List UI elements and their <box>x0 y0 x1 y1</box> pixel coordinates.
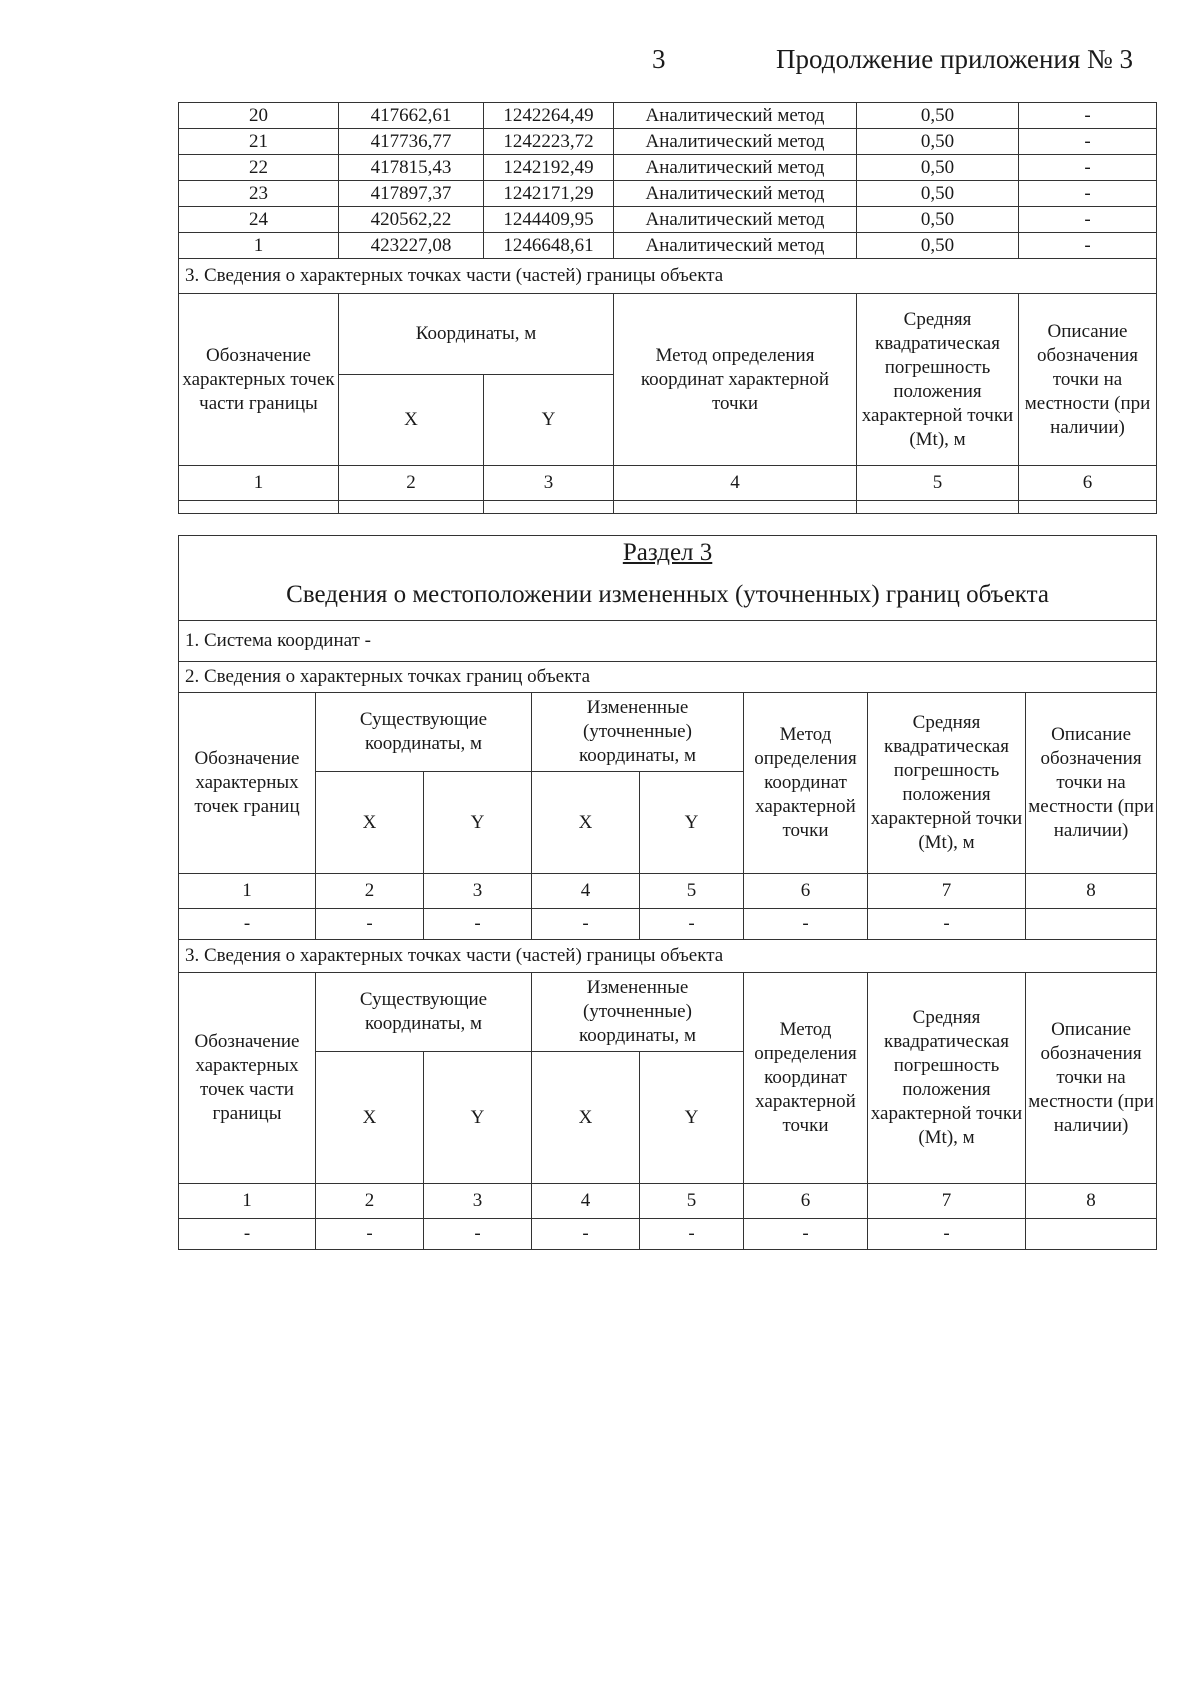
col-x: X <box>532 1052 640 1184</box>
column-number: 3 <box>484 466 614 501</box>
description: - <box>1019 233 1157 259</box>
col-point-label: Обозначение характерных точек части границы <box>179 294 339 466</box>
dash-cell: - <box>868 1219 1026 1250</box>
empty-cell <box>484 501 614 514</box>
description: - <box>1019 103 1157 129</box>
col-y: Y <box>640 1052 744 1184</box>
coord-x: 417897,37 <box>339 181 484 207</box>
col-y: Y <box>640 772 744 874</box>
column-number: 7 <box>868 1184 1026 1219</box>
point-number: 22 <box>179 155 339 181</box>
col-y: Y <box>424 1052 532 1184</box>
description: - <box>1019 207 1157 233</box>
column-number: 4 <box>532 874 640 909</box>
top-rows <box>179 103 1157 259</box>
col-existing-coordinates: Существующие координаты, м <box>316 693 532 772</box>
method: Аналитический метод <box>614 181 857 207</box>
table-row <box>179 233 1157 259</box>
point-number: 1 <box>179 233 339 259</box>
col-method: Метод определения координат характерной точки <box>744 973 868 1184</box>
table-row <box>179 103 1157 129</box>
table-row <box>179 129 1157 155</box>
method: Аналитический метод <box>614 129 857 155</box>
column-number: 1 <box>179 874 316 909</box>
col-point-label: Обозначение характерных точек границ <box>179 693 316 874</box>
col-coordinates: Координаты, м <box>339 294 614 375</box>
column-number: 1 <box>179 466 339 501</box>
col-method: Метод определения координат характерной точки <box>614 294 857 466</box>
description: - <box>1019 155 1157 181</box>
column-number: 5 <box>857 466 1019 501</box>
dash-cell <box>1026 1219 1157 1250</box>
error-value: 0,50 <box>857 233 1019 259</box>
section2-part3-title: 3. Сведения о характерных точках части (частей) границы объекта <box>179 259 1157 294</box>
error-value: 0,50 <box>857 207 1019 233</box>
error-value: 0,50 <box>857 103 1019 129</box>
empty-cell <box>339 501 484 514</box>
description: - <box>1019 129 1157 155</box>
col-x: X <box>316 1052 424 1184</box>
col-existing-coordinates: Существующие координаты, м <box>316 973 532 1052</box>
point-number: 21 <box>179 129 339 155</box>
page-number: 3 <box>652 44 666 74</box>
description: - <box>1019 181 1157 207</box>
coord-y: 1246648,61 <box>484 233 614 259</box>
table-row <box>179 155 1157 181</box>
column-number: 2 <box>339 466 484 501</box>
dash-cell: - <box>179 909 316 940</box>
empty-cell <box>1019 501 1157 514</box>
col-description: Описание обозначения точки на местности (при наличии) <box>1026 693 1157 874</box>
coord-y: 1242264,49 <box>484 103 614 129</box>
column-number: 2 <box>316 874 424 909</box>
col-x: X <box>339 375 484 466</box>
column-number: 4 <box>532 1184 640 1219</box>
dash-cell: - <box>179 1219 316 1250</box>
dash-cell: - <box>316 909 424 940</box>
col-y: Y <box>424 772 532 874</box>
dash-cell: - <box>316 1219 424 1250</box>
section3-table <box>178 535 1156 1250</box>
dash-cell: - <box>532 909 640 940</box>
coord-x: 420562,22 <box>339 207 484 233</box>
column-number: 6 <box>744 874 868 909</box>
dash-cell: - <box>868 909 1026 940</box>
column-number: 8 <box>1026 1184 1157 1219</box>
point-number: 23 <box>179 181 339 207</box>
coord-y: 1242223,72 <box>484 129 614 155</box>
section3-title: Сведения о местоположении измененных (уточненных) границ объекта <box>179 570 1157 621</box>
col-error: Средняя квадратическая погрешность положения характерной точки (Mt), м <box>868 693 1026 874</box>
coord-x: 423227,08 <box>339 233 484 259</box>
column-number: 8 <box>1026 874 1157 909</box>
dash-cell: - <box>424 1219 532 1250</box>
point-number: 24 <box>179 207 339 233</box>
col-changed-coordinates: Измененные (уточненные) координаты, м <box>532 973 744 1052</box>
col-changed-coordinates: Измененные (уточненные) координаты, м <box>532 693 744 772</box>
col-method: Метод определения координат характерной точки <box>744 693 868 874</box>
dash-cell: - <box>640 1219 744 1250</box>
method: Аналитический метод <box>614 103 857 129</box>
coordinates-table-continued <box>178 102 1156 514</box>
error-value: 0,50 <box>857 181 1019 207</box>
part3-title: 3. Сведения о характерных точках части (частей) границы объекта <box>179 940 1157 973</box>
column-number: 3 <box>424 874 532 909</box>
col-error: Средняя квадратическая погрешность положения характерной точки (Mt), м <box>868 973 1026 1184</box>
col-point-label: Обозначение характерных точек части границы <box>179 973 316 1184</box>
dash-cell: - <box>744 909 868 940</box>
column-number: 4 <box>614 466 857 501</box>
part2-title: 2. Сведения о характерных точках границ объекта <box>179 662 1157 693</box>
column-number: 1 <box>179 1184 316 1219</box>
column-number: 3 <box>424 1184 532 1219</box>
column-number: 6 <box>1019 466 1157 501</box>
col-x: X <box>316 772 424 874</box>
coordinate-system: 1. Система координат - <box>179 621 1157 662</box>
col-x: X <box>532 772 640 874</box>
error-value: 0,50 <box>857 129 1019 155</box>
section3-label: Раздел 3 <box>179 536 1157 571</box>
column-number: 5 <box>640 874 744 909</box>
table-row <box>179 181 1157 207</box>
dash-cell <box>1026 909 1157 940</box>
method: Аналитический метод <box>614 155 857 181</box>
point-number: 20 <box>179 103 339 129</box>
col-description: Описание обозначения точки на местности (при наличии) <box>1019 294 1157 466</box>
column-number: 2 <box>316 1184 424 1219</box>
column-number: 6 <box>744 1184 868 1219</box>
dash-cell: - <box>640 909 744 940</box>
empty-cell <box>179 501 339 514</box>
coord-x: 417815,43 <box>339 155 484 181</box>
dash-cell: - <box>532 1219 640 1250</box>
empty-cell <box>614 501 857 514</box>
dash-cell: - <box>424 909 532 940</box>
column-number: 7 <box>868 874 1026 909</box>
col-description: Описание обозначения точки на местности (при наличии) <box>1026 973 1157 1184</box>
dash-cell: - <box>744 1219 868 1250</box>
coord-y: 1242171,29 <box>484 181 614 207</box>
error-value: 0,50 <box>857 155 1019 181</box>
empty-cell <box>857 501 1019 514</box>
coord-y: 1244409,95 <box>484 207 614 233</box>
col-error: Средняя квадратическая погрешность положения характерной точки (Mt), м <box>857 294 1019 466</box>
column-number: 5 <box>640 1184 744 1219</box>
table-row <box>179 207 1157 233</box>
method: Аналитический метод <box>614 233 857 259</box>
col-y: Y <box>484 375 614 466</box>
coord-x: 417662,61 <box>339 103 484 129</box>
coord-x: 417736,77 <box>339 129 484 155</box>
continuation-header: Продолжение приложения № 3 <box>776 44 1134 74</box>
method: Аналитический метод <box>614 207 857 233</box>
coord-y: 1242192,49 <box>484 155 614 181</box>
